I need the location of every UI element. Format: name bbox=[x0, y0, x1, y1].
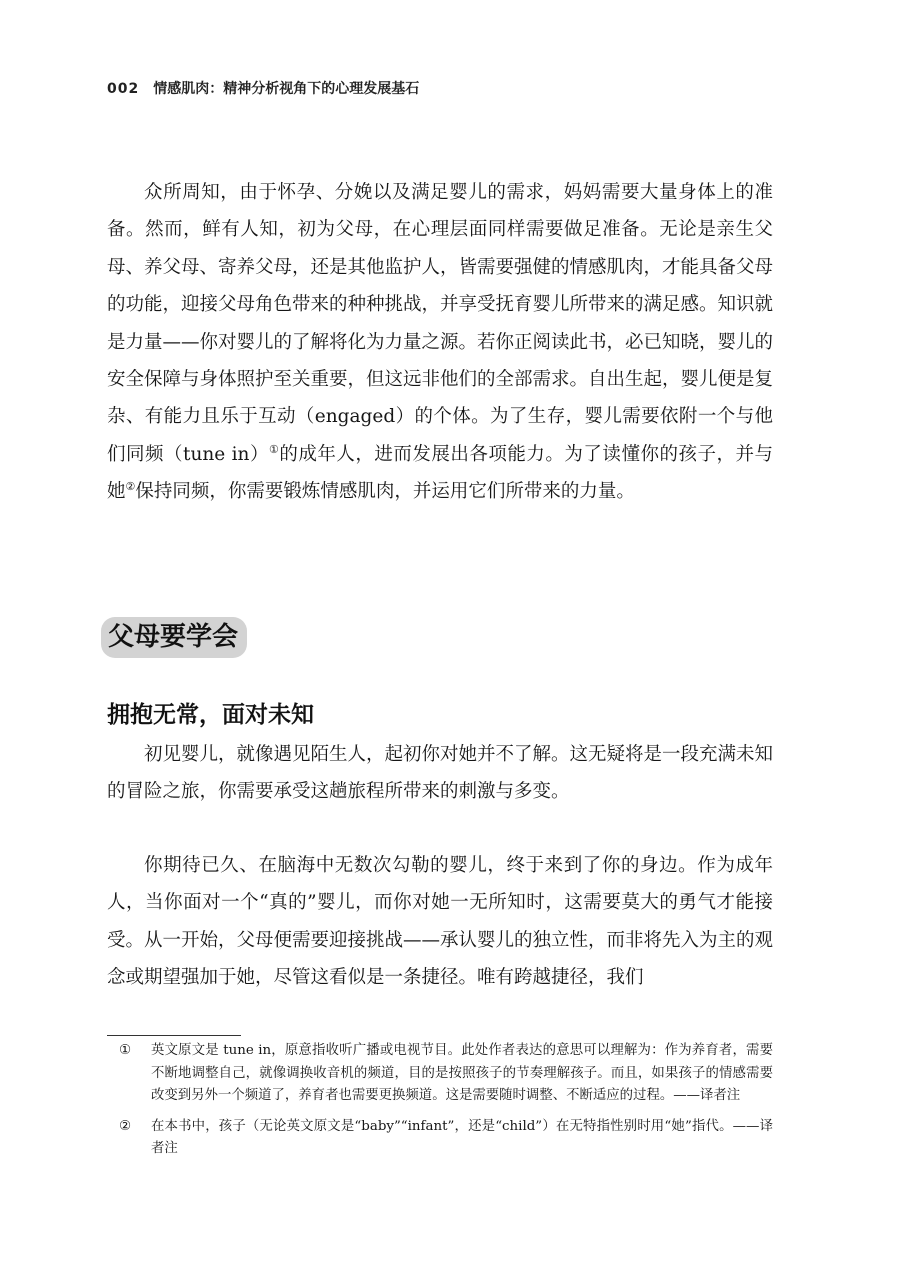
body-paragraph: 你期待已久、在脑海中无数次勾勒的婴儿，终于来到了你的身边。作为成年人，当你面对一个“真的”婴儿，而你对她一无所知时，这需要莫大的勇气才能接受。从一开始，父母便需要迎接挑战——承认婴儿的独立性，而非将先入为主的观念或期望强加于她，尽管这看似是一条捷径。唯有跨越捷径，我们 bbox=[107, 855, 774, 989]
footnote-mark: ① bbox=[119, 1043, 132, 1058]
intro-paragraph bbox=[107, 174, 773, 511]
footnote bbox=[107, 1040, 773, 1108]
footnote-mark: ② bbox=[119, 1118, 132, 1134]
page-number: 002 bbox=[107, 81, 140, 97]
footnote-text: 在本书中，孩子（无论英文原文是“baby”“infant”，还是“child”）在无特指性别时用“她”指代。——译者注 bbox=[151, 1118, 773, 1157]
footnotes bbox=[107, 1040, 773, 1169]
intro-paragraph-part3: 保持同频，你需要锻炼情感肌肉，并运用它们所带来的力量。 bbox=[135, 481, 635, 503]
footnote-divider bbox=[107, 1035, 241, 1036]
footnote-ref-2[interactable]: ② bbox=[125, 480, 136, 494]
footnote-ref-1[interactable]: ① bbox=[268, 442, 280, 456]
book-title: 情感肌肉：精神分析视角下的心理发展基石 bbox=[153, 81, 420, 97]
intro-paragraph-part2: 的成年人，进而发展出各项能力。为了读懂你的孩子，并与她 bbox=[107, 443, 773, 503]
section-heading: 父母要学会 bbox=[101, 617, 247, 658]
intro-paragraph-part1: 众所周知，由于怀孕、分娩以及满足婴儿的需求，妈妈需要大量身体上的准备。然而，鲜有人知，初为父母，在心理层面同样需要做足准备。无论是亲生父母、养父母、寄养父母，还是其他监护人，皆需要强健的情感肌肉，才能具备父母的功能，迎接父母角色带来的种种挑战，并享受抚育婴儿所带来的满足感。知识就是力量——你对婴儿的了解将化为力量之源。若你正阅读此书，必已知晓，婴儿的安全保障与身体照护至关重要，但这远非他们的全部需求。自出生起，婴儿便是复杂、有能力且乐于互动（engaged）的个体。为了生存，婴儿需要依附一个与他们同频（tune in） bbox=[107, 182, 774, 465]
body-paragraph: 初见婴儿，就像遇见陌生人，起初你对她并不了解。这无疑将是一段充满未知的冒险之旅，你需要承受这趟旅程所带来的刺激与多变。 bbox=[107, 744, 774, 803]
footnote bbox=[107, 1116, 773, 1161]
running-header bbox=[107, 78, 419, 98]
footnote-text: 英文原文是 tune in，原意指收听广播或电视节目。此处作者表达的意思可以理解为：作为养育者，需要不断地调整自己，就像调换收音机的频道，目的是按照孩子的节奏理解孩子。而且，如果孩子的情感需要改变到另外一个频道了，养育者也需要更换频道。这是需要随时调整、不断适应的过程。——译者注 bbox=[151, 1043, 773, 1104]
subheading: 拥抱无常，面对未知 bbox=[107, 702, 314, 728]
